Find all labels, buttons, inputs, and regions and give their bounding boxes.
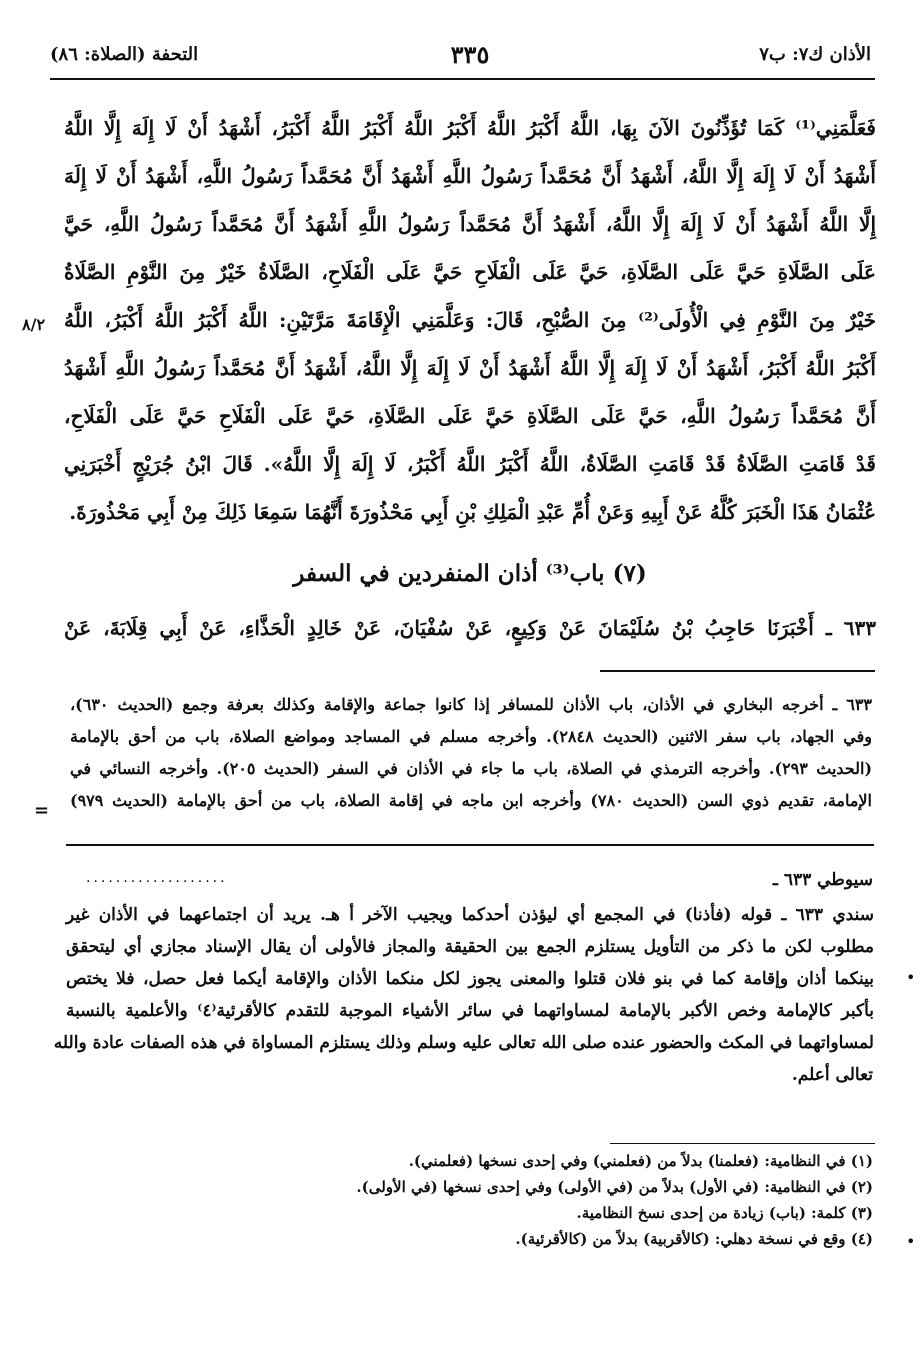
chapter-heading: (٧) باب⁽³⁾ أذان المنفردين في السفر bbox=[293, 560, 647, 587]
sindi-line: تعالى أعلم. bbox=[791, 1065, 873, 1085]
footnote: (٣) كلمة: (باب) زيادة من إحدى نسخ النظامية. bbox=[576, 1204, 873, 1222]
scan-mark: • bbox=[906, 968, 916, 987]
footnote: (٤) وقع في نسخة دهلي: (كالأقربية) بدلاً من (كالأقرئية). bbox=[515, 1230, 873, 1248]
sindi-line: سندي ٦٣٣ ـ قوله (فأذنا) في المجمع أي ليؤذن أحدكما ويجيب الآخر أ هـ. يريد أن اجتماعهما في الأذان غير bbox=[66, 905, 874, 925]
page-number: ٣٣٥ bbox=[450, 40, 490, 69]
takhrij-line: ٦٣٣ ـ أخرجه البخاري في الأذان، باب الأذان للمسافر إذا كانوا جماعة والإقامة وكذلك بعرفة وجمع (الحديث ٦٣٠)، bbox=[70, 695, 872, 714]
section-separator bbox=[600, 670, 875, 672]
suyuti-heading: سيوطي ٦٣٣ ـ bbox=[772, 870, 873, 890]
hadith-isnad-line: ٦٣٣ ـ أَخْبَرَنَا حَاجِبُ بْنُ سُلَيْمَانَ عَنْ وَكِيعٍ، عَنْ سُفْيَانَ، عَنْ خَالِدٍ الْحَذَّاءِ، عَنْ أَبِي قِلَابَةَ، عَنْ bbox=[64, 616, 876, 640]
footnote: (١) في النظامية: (فعلمنا) بدلاً من (فعلمني) وفي إحدى نسخها (فعلمني). bbox=[408, 1152, 873, 1170]
takhrij-line: وفي الجهاد، باب سفر الاثنين (الحديث ٢٨٤٨). وأخرجه مسلم في المساجد ومواضع الصلاة، باب من أحق بالإمامة bbox=[70, 727, 872, 746]
main-text-line: أَكْبَرُ اللَّهُ أَكْبَرُ، أَشْهَدُ أَنْ لَا إِلَهَ إِلَّا اللَّهُ أَشْهَدُ أَنْ لَا إِلَهَ إِلَّا اللَّهُ، أَشْهَدُ أَنَّ مُحَمَّداً رَسُولُ اللَّهِ أَشْهَدُ bbox=[64, 356, 876, 380]
main-text-line: أَنَّ مُحَمَّداً رَسُولُ اللَّهِ، حَيَّ عَلَى الصَّلَاةِ حَيَّ عَلَى الصَّلَاةِ، حَيَّ عَلَى الْفَلَاحِ حَيَّ عَلَى الْفَلَاحِ، bbox=[64, 404, 876, 428]
footnote: (٢) في النظامية: (في الأول) بدلاً من (في الأولى) وفي إحدى نسخها (في الأولى). bbox=[356, 1178, 873, 1196]
main-text-line: فَعَلَّمَنِي⁽¹⁾ كَمَا تُؤَذِّنُونَ الآنَ بِهَا، اللَّهُ أَكْبَرُ اللَّهُ أَكْبَرُ اللَّهُ أَكْبَرُ اللَّهُ أَكْبَرُ، أَشْهَدُ أَنْ لَا إِلَهَ إِلَّا اللَّهُ bbox=[64, 116, 876, 140]
sindi-line: لمساواتهما في المكث والحضور عنده صلى الله تعالى عليه وسلم وذلك يستلزم المساواة في هذه الصفات عادة والله bbox=[53, 1033, 874, 1053]
main-text-line: أَشْهَدُ أَنْ لَا إِلَهَ إِلَّا اللَّهُ، أَشْهَدُ أَنَّ مُحَمَّداً رَسُولُ اللَّهِ أَشْهَدُ أَنَّ مُحَمَّداً رَسُولُ اللَّهِ، أَشْهَدُ أَنْ لَا إِلَهَ bbox=[64, 164, 876, 188]
main-text-line: إِلَّا اللَّهُ أَشْهَدُ أَنْ لَا إِلَهَ إِلَّا اللَّهُ، أَشْهَدُ أَنَّ مُحَمَّداً رَسُولُ اللَّهِ أَشْهَدُ أَنَّ مُحَمَّداً رَسُولُ اللَّهِ، حَيَّ bbox=[64, 212, 876, 236]
main-text-line: عَلَى الصَّلَاةِ حَيَّ عَلَى الصَّلَاةِ، حَيَّ عَلَى الْفَلَاحِ حَيَّ عَلَى الْفَلَاحِ، الصَّلَاةُ خَيْرٌ مِنَ النَّوْمِ الصَّلَاةُ bbox=[64, 260, 876, 284]
footnote-separator bbox=[610, 1143, 875, 1144]
continuation-mark: = bbox=[34, 800, 50, 821]
running-header-chapter: الأذان ك٧: ب٧ bbox=[759, 44, 871, 65]
sindi-line: مطلوب لكن ما ذكر من التأويل يستلزم الجمع بين الحقيقة والمجاز فالأولى أن يقال الإسناد مجازي أي ليتحقق bbox=[66, 937, 874, 957]
dotted-leader: ................... bbox=[86, 870, 228, 886]
sindi-line: بأكبر كالإمامة وخص الأكبر بالإمامة لمساواتهما في سائر الأشياء الموجبة للتقدم كالأقرئية⁽٤⁾ والأعلمية بالنسبة bbox=[66, 1001, 874, 1021]
main-text-line: عُثْمَانُ هَذَا الْخَبَرَ كُلَّهُ عَنْ أَبِيهِ وَعَنْ أُمِّ عَبْدِ الْمَلِكِ بْنِ أَبِي مَحْذُورَةَ أَنَّهُمَا سَمِعَا ذَلِكَ مِنْ أَبِي مَحْذُورَةَ. bbox=[69, 500, 876, 524]
takhrij-line: (الحديث ٢٩٣). وأخرجه الترمذي في الصلاة، باب ما جاء في الأذان في السفر (الحديث ٢٠٥). وأخرجه النسائي في bbox=[70, 759, 873, 778]
margin-reference: ٨/٢ bbox=[22, 315, 46, 334]
main-text-line: قَدْ قَامَتِ الصَّلَاةُ قَدْ قَامَتِ الصَّلَاةُ، اللَّهُ أَكْبَرُ اللَّهُ أَكْبَرُ، لَا إِلَهَ إِلَّا اللَّهُ». قَالَ ابْنُ جُرَيْجٍ أَخْبَرَنِي bbox=[64, 452, 876, 476]
header-rule bbox=[50, 78, 875, 80]
sindi-line: بينكما أذان وإقامة كما في بنو فلان قتلوا والمعنى يجوز لكل منكما الأذان والإقامة أيكما فعل حصل، فلا يختص bbox=[66, 969, 874, 989]
running-header-tuhfa: التحفة (الصلاة: ٨٦) bbox=[50, 44, 199, 65]
main-text-line: خَيْرٌ مِنَ النَّوْمِ فِي الْأُولَى⁽²⁾ مِنَ الصُّبْحِ، قَالَ: وَعَلَّمَنِي الْإِقَامَةَ مَرَّتَيْنِ: اللَّهُ أَكْبَرُ اللَّهُ أَكْبَرُ، اللَّهُ bbox=[64, 308, 876, 332]
takhrij-line: الإمامة، تقديم ذوي السن (الحديث ٧٨٠) وأخرجه ابن ماجه في إقامة الصلاة، باب من أحق بالإمامة (الحديث ٩٧٩) bbox=[70, 791, 873, 810]
commentary-separator bbox=[66, 844, 874, 846]
scan-mark: • bbox=[906, 1232, 916, 1251]
